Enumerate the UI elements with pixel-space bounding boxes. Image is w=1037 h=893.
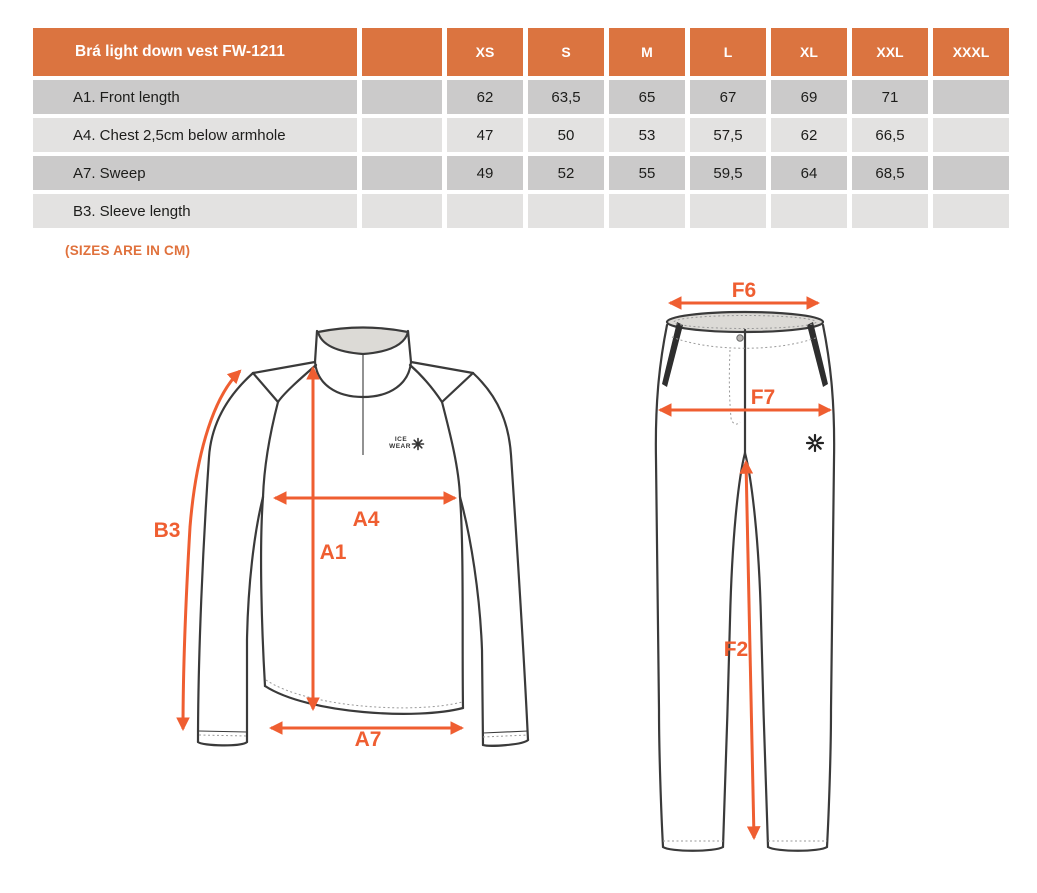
table-cell — [528, 194, 604, 228]
table-cell — [771, 194, 847, 228]
logo-text-line1: ICE — [394, 436, 408, 443]
table-cell: 59,5 — [690, 156, 766, 190]
column-header-m: M — [609, 28, 685, 76]
column-header-empty — [362, 28, 442, 76]
size-table — [33, 28, 1009, 228]
table-cell: 67 — [690, 80, 766, 114]
table-cell: 66,5 — [852, 118, 928, 152]
table-cell: 62 — [447, 80, 523, 114]
label-f6: F6 — [731, 280, 757, 302]
table-cell: 64 — [771, 156, 847, 190]
column-header-xxxl: XXXL — [933, 28, 1009, 76]
table-cell: 63,5 — [528, 80, 604, 114]
table-cell: 71 — [852, 80, 928, 114]
table-cell — [933, 156, 1009, 190]
column-header-l: L — [690, 28, 766, 76]
row-label: A1. Front length — [33, 80, 357, 114]
table-cell: 52 — [528, 156, 604, 190]
label-f7: F7 — [750, 386, 776, 409]
table-cell — [362, 80, 442, 114]
snowflake-icon — [413, 439, 424, 450]
table-cell — [362, 156, 442, 190]
table-cell: 62 — [771, 118, 847, 152]
table-cell: 69 — [771, 80, 847, 114]
table-cell — [852, 194, 928, 228]
table-cell — [933, 194, 1009, 228]
logo-text-line2: WEAR — [389, 443, 411, 450]
table-cell: 47 — [447, 118, 523, 152]
row-label: B3. Sleeve length — [33, 194, 357, 228]
table-cell: 65 — [609, 80, 685, 114]
label-a4: A4 — [352, 508, 380, 531]
table-cell — [690, 194, 766, 228]
table-cell: 68,5 — [852, 156, 928, 190]
column-header-xxl: XXL — [852, 28, 928, 76]
label-a1: A1 — [319, 541, 347, 564]
table-title: Brá light down vest FW-1211 — [33, 28, 357, 76]
column-header-xl: XL — [771, 28, 847, 76]
table-cell: 53 — [609, 118, 685, 152]
row-label: A4. Chest 2,5cm below armhole — [33, 118, 357, 152]
table-cell — [933, 80, 1009, 114]
icewear-logo — [389, 436, 423, 450]
arrow-b3 — [183, 371, 240, 729]
table-cell — [933, 118, 1009, 152]
table-cell — [447, 194, 523, 228]
table-cell: 50 — [528, 118, 604, 152]
snowflake-icon — [807, 435, 823, 451]
shirt-diagram — [140, 285, 590, 790]
column-header-s: S — [528, 28, 604, 76]
table-cell: 55 — [609, 156, 685, 190]
label-b3: B3 — [153, 519, 181, 542]
column-header-xs: XS — [447, 28, 523, 76]
pants-outline — [656, 312, 834, 851]
table-cell — [362, 118, 442, 152]
row-label: A7. Sweep — [33, 156, 357, 190]
table-cell: 57,5 — [690, 118, 766, 152]
pants-diagram — [640, 280, 940, 893]
label-a7: A7 — [354, 728, 382, 751]
waist-button — [737, 335, 743, 341]
table-cell — [609, 194, 685, 228]
label-f2: F2 — [723, 638, 749, 661]
table-cell — [362, 194, 442, 228]
table-cell: 49 — [447, 156, 523, 190]
sizes-unit-note: (SIZES ARE IN CM) — [65, 243, 191, 258]
